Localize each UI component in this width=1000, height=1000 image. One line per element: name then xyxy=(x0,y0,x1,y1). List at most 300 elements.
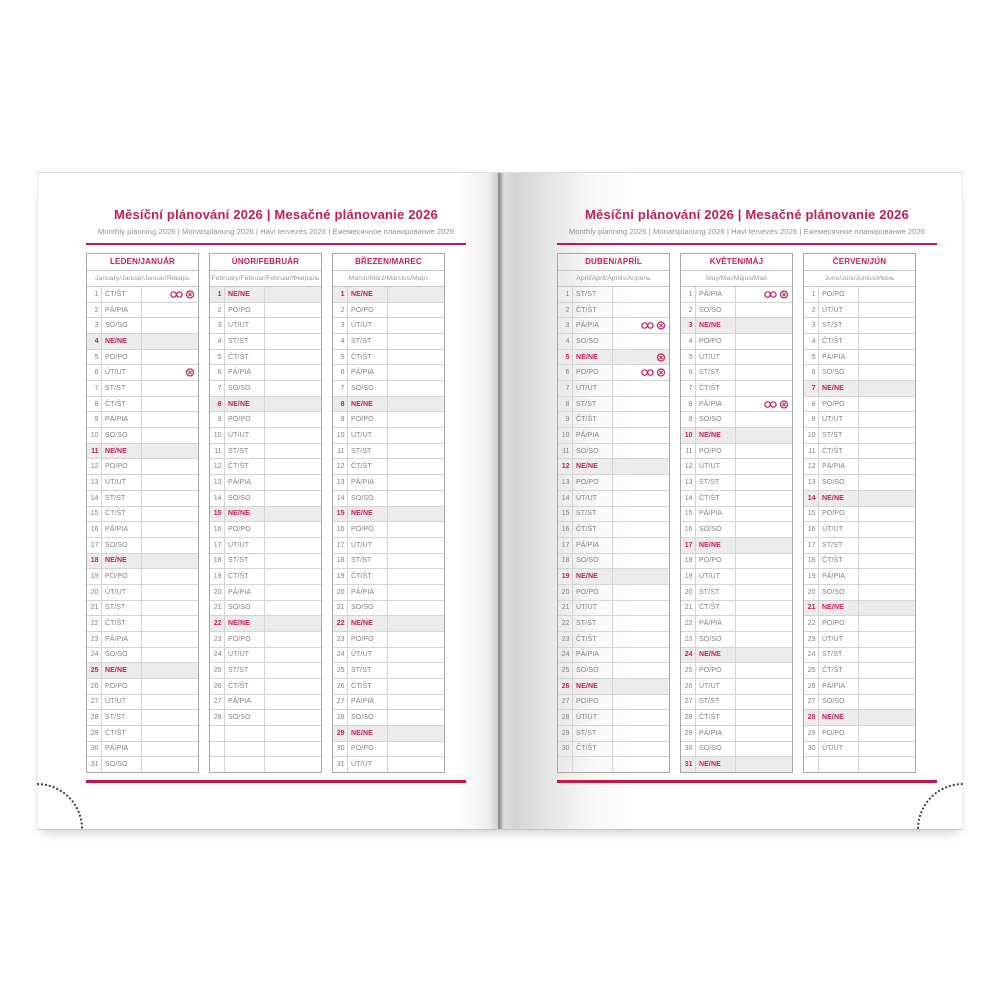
day-row xyxy=(210,695,321,711)
weekday-label: NE/NE xyxy=(348,726,388,741)
notes-cell xyxy=(265,585,321,600)
notes-cell xyxy=(736,632,792,647)
day-number: 26 xyxy=(333,679,348,694)
day-number: 28 xyxy=(804,710,819,725)
notes-cell xyxy=(736,381,792,396)
day-number: 11 xyxy=(681,444,696,459)
notes-cell xyxy=(613,632,669,647)
day-number: 30 xyxy=(333,742,348,757)
weekday-label xyxy=(225,757,265,772)
day-number: 4 xyxy=(333,334,348,349)
month-name-languages: January/Januar/Január/Январь xyxy=(87,271,198,287)
day-number: 28 xyxy=(558,710,573,725)
day-number: 23 xyxy=(558,632,573,647)
day-number: 1 xyxy=(681,287,696,302)
day-row-sunday xyxy=(558,569,669,585)
weekday-label: PO/PO xyxy=(348,632,388,647)
weekday-label: SO/SO xyxy=(819,695,859,710)
month-column-duben xyxy=(557,253,670,773)
weekday-label: SO/SO xyxy=(573,334,613,349)
day-number: 24 xyxy=(333,648,348,663)
day-row xyxy=(681,679,792,695)
day-number: 8 xyxy=(333,397,348,412)
notes-cell xyxy=(388,710,444,725)
day-row xyxy=(558,428,669,444)
day-number: 25 xyxy=(210,663,225,678)
notes-cell xyxy=(736,350,792,365)
day-number: 8 xyxy=(87,397,102,412)
notes-cell xyxy=(736,334,792,349)
day-row xyxy=(333,569,444,585)
month-column-květen xyxy=(680,253,793,773)
holiday-cz-icon xyxy=(641,368,654,377)
weekday-label: ČT/ŠT xyxy=(696,381,736,396)
day-row xyxy=(804,663,915,679)
weekday-label: NE/NE xyxy=(819,381,859,396)
day-row xyxy=(804,554,915,570)
day-row xyxy=(681,695,792,711)
notes-cell xyxy=(613,616,669,631)
day-row xyxy=(681,459,792,475)
day-number xyxy=(210,757,225,772)
weekday-label: NE/NE xyxy=(348,287,388,302)
notes-cell xyxy=(613,569,669,584)
day-row xyxy=(210,538,321,554)
spine-gutter xyxy=(498,173,500,829)
day-number: 18 xyxy=(681,554,696,569)
weekday-label: PÁ/PIA xyxy=(573,428,613,443)
day-row-sunday xyxy=(87,444,198,460)
day-row xyxy=(87,585,198,601)
weekday-label xyxy=(225,742,265,757)
notes-cell xyxy=(613,381,669,396)
weekday-label: PÁ/PIA xyxy=(102,632,142,647)
page-subtitle: Monthly planning 2026 | Monatsplanung 2026 | Havi tervezés 2026 | Ежемесячное планирование 2026 xyxy=(97,226,454,236)
empty-day-row xyxy=(804,757,915,772)
day-row-sunday xyxy=(558,350,669,366)
day-number: 25 xyxy=(87,663,102,678)
notes-cell xyxy=(142,742,198,757)
day-number: 24 xyxy=(558,648,573,663)
notes-cell xyxy=(265,507,321,522)
day-row xyxy=(333,585,444,601)
day-number: 6 xyxy=(333,365,348,380)
notes-cell xyxy=(859,757,915,772)
day-row xyxy=(558,381,669,397)
day-row xyxy=(681,397,792,413)
holiday-cz-icon xyxy=(764,290,777,299)
day-row-sunday xyxy=(87,554,198,570)
day-number: 7 xyxy=(558,381,573,396)
notes-cell xyxy=(859,428,915,443)
day-number: 27 xyxy=(558,695,573,710)
day-number: 27 xyxy=(804,695,819,710)
day-row-sunday xyxy=(333,726,444,742)
weekday-label: ČT/ŠT xyxy=(573,522,613,537)
weekday-label: PÁ/PIA xyxy=(102,742,142,757)
day-number: 11 xyxy=(558,444,573,459)
weekday-label: ST/ST xyxy=(696,365,736,380)
weekday-label: ST/ST xyxy=(225,444,265,459)
notes-cell xyxy=(388,491,444,506)
weekday-label: ST/ST xyxy=(573,726,613,741)
notes-cell xyxy=(736,459,792,474)
day-row xyxy=(804,365,915,381)
notes-cell xyxy=(265,412,321,427)
notes-cell xyxy=(265,616,321,631)
notes-cell xyxy=(613,365,669,380)
notes-cell xyxy=(859,287,915,302)
day-row xyxy=(87,287,198,303)
day-row-sunday xyxy=(681,318,792,334)
weekday-label: PO/PO xyxy=(348,303,388,318)
day-number: 2 xyxy=(681,303,696,318)
day-number: 18 xyxy=(210,554,225,569)
notes-cell xyxy=(142,334,198,349)
day-number: 22 xyxy=(210,616,225,631)
day-row xyxy=(558,601,669,617)
day-number: 27 xyxy=(87,695,102,710)
weekday-label: ČT/ŠT xyxy=(225,569,265,584)
notes-cell xyxy=(265,695,321,710)
notes-cell xyxy=(388,585,444,600)
notes-cell xyxy=(736,318,792,333)
day-number: 31 xyxy=(333,757,348,772)
day-row xyxy=(333,459,444,475)
day-number: 11 xyxy=(804,444,819,459)
day-number: 9 xyxy=(804,412,819,427)
day-row xyxy=(681,491,792,507)
month-column-červen xyxy=(803,253,916,773)
day-row-sunday xyxy=(87,334,198,350)
weekday-label: PÁ/PIA xyxy=(819,679,859,694)
day-number: 9 xyxy=(333,412,348,427)
notes-cell xyxy=(388,428,444,443)
day-row xyxy=(681,585,792,601)
day-row xyxy=(804,318,915,334)
day-number: 15 xyxy=(210,507,225,522)
holiday-sk-icon xyxy=(656,321,666,330)
weekday-label: ÚT/UT xyxy=(696,350,736,365)
day-row xyxy=(87,412,198,428)
day-number: 16 xyxy=(210,522,225,537)
day-number: 5 xyxy=(804,350,819,365)
day-row-sunday xyxy=(210,616,321,632)
day-row xyxy=(804,726,915,742)
weekday-label: ÚT/UT xyxy=(819,303,859,318)
diary-open-spread xyxy=(37,172,963,830)
notes-cell xyxy=(859,710,915,725)
day-number: 27 xyxy=(333,695,348,710)
day-row xyxy=(210,554,321,570)
weekday-label: ÚT/UT xyxy=(819,522,859,537)
notes-cell xyxy=(142,507,198,522)
page-right xyxy=(500,173,963,829)
notes-cell xyxy=(859,412,915,427)
day-row xyxy=(210,585,321,601)
day-row xyxy=(333,350,444,366)
day-row xyxy=(804,679,915,695)
day-number: 31 xyxy=(87,757,102,772)
weekday-label xyxy=(573,757,613,772)
day-number: 16 xyxy=(681,522,696,537)
notes-cell xyxy=(265,742,321,757)
notes-cell xyxy=(142,522,198,537)
day-number: 13 xyxy=(210,475,225,490)
notes-cell xyxy=(859,303,915,318)
day-row xyxy=(87,350,198,366)
day-number: 17 xyxy=(804,538,819,553)
day-row xyxy=(558,726,669,742)
day-number: 17 xyxy=(87,538,102,553)
top-rule xyxy=(557,243,937,246)
day-number: 13 xyxy=(87,475,102,490)
weekday-label: PÁ/PIA xyxy=(696,397,736,412)
weekday-label: SO/SO xyxy=(696,632,736,647)
day-number: 20 xyxy=(804,585,819,600)
day-number: 30 xyxy=(558,742,573,757)
weekday-label: ÚT/UT xyxy=(348,318,388,333)
day-row xyxy=(558,491,669,507)
weekday-label: SO/SO xyxy=(225,491,265,506)
weekday-label: ČT/ŠT xyxy=(573,412,613,427)
day-row xyxy=(558,397,669,413)
day-number: 14 xyxy=(210,491,225,506)
day-row xyxy=(681,334,792,350)
notes-cell xyxy=(388,381,444,396)
weekday-label: ČT/ŠT xyxy=(696,601,736,616)
day-number: 21 xyxy=(558,601,573,616)
day-row xyxy=(681,742,792,758)
notes-cell xyxy=(859,663,915,678)
notes-cell xyxy=(613,695,669,710)
day-row xyxy=(681,350,792,366)
weekday-label: PÁ/PIA xyxy=(225,585,265,600)
weekday-label: PO/PO xyxy=(225,522,265,537)
notes-cell xyxy=(388,350,444,365)
notes-cell xyxy=(859,616,915,631)
notes-cell xyxy=(736,303,792,318)
weekday-label: SO/SO xyxy=(225,710,265,725)
weekday-label: NE/NE xyxy=(348,397,388,412)
day-row-sunday xyxy=(210,287,321,303)
day-number: 10 xyxy=(87,428,102,443)
day-row xyxy=(333,648,444,664)
month-name: ÚNOR/FEBRUÁR xyxy=(210,254,321,271)
notes-cell xyxy=(142,538,198,553)
day-number: 19 xyxy=(681,569,696,584)
notes-cell xyxy=(142,350,198,365)
notes-cell xyxy=(388,522,444,537)
weekday-label: SO/SO xyxy=(573,444,613,459)
day-number: 18 xyxy=(804,554,819,569)
notes-cell xyxy=(142,726,198,741)
day-number: 9 xyxy=(681,412,696,427)
day-row xyxy=(210,679,321,695)
weekday-label: SO/SO xyxy=(819,475,859,490)
day-row xyxy=(87,569,198,585)
day-number: 16 xyxy=(804,522,819,537)
day-number: 28 xyxy=(333,710,348,725)
notes-cell xyxy=(613,303,669,318)
day-number: 25 xyxy=(681,663,696,678)
day-row xyxy=(681,569,792,585)
weekday-label: ÚT/UT xyxy=(348,757,388,772)
day-number: 19 xyxy=(804,569,819,584)
holiday-cz-icon xyxy=(641,321,654,330)
page-title: Měsíční plánování 2026 | Mesačné plánovanie 2026 xyxy=(585,207,909,222)
notes-cell xyxy=(859,334,915,349)
day-row xyxy=(804,507,915,523)
day-number: 26 xyxy=(558,679,573,694)
notes-cell xyxy=(142,397,198,412)
day-row xyxy=(681,412,792,428)
day-number: 1 xyxy=(87,287,102,302)
notes-cell xyxy=(265,459,321,474)
day-number: 27 xyxy=(681,695,696,710)
day-number: 13 xyxy=(804,475,819,490)
weekday-label: NE/NE xyxy=(696,648,736,663)
notes-cell xyxy=(142,444,198,459)
weekday-label: ÚT/UT xyxy=(819,412,859,427)
day-row xyxy=(87,616,198,632)
day-rows xyxy=(804,287,915,772)
day-number: 26 xyxy=(87,679,102,694)
notes-cell xyxy=(736,663,792,678)
day-row xyxy=(558,695,669,711)
notes-cell xyxy=(388,318,444,333)
day-number: 2 xyxy=(333,303,348,318)
notes-cell xyxy=(736,648,792,663)
day-row-sunday xyxy=(804,601,915,617)
notes-cell xyxy=(736,601,792,616)
day-number: 1 xyxy=(804,287,819,302)
day-number: 23 xyxy=(681,632,696,647)
day-row xyxy=(210,601,321,617)
notes-cell xyxy=(142,287,198,302)
day-number xyxy=(210,726,225,741)
weekday-label: NE/NE xyxy=(573,569,613,584)
day-row xyxy=(87,679,198,695)
day-row xyxy=(210,632,321,648)
day-row-sunday xyxy=(681,538,792,554)
day-number: 8 xyxy=(804,397,819,412)
day-row-sunday xyxy=(87,663,198,679)
day-number: 24 xyxy=(804,648,819,663)
day-rows xyxy=(681,287,792,772)
notes-cell xyxy=(613,742,669,757)
day-row xyxy=(87,507,198,523)
day-number: 12 xyxy=(558,459,573,474)
day-row xyxy=(804,459,915,475)
weekday-label: NE/NE xyxy=(225,616,265,631)
weekday-label: NE/NE xyxy=(696,538,736,553)
day-row xyxy=(333,412,444,428)
day-row-sunday xyxy=(681,648,792,664)
notes-cell xyxy=(388,459,444,474)
notes-cell xyxy=(613,585,669,600)
weekday-label: ÚT/UT xyxy=(696,569,736,584)
day-row xyxy=(681,507,792,523)
notes-cell xyxy=(265,318,321,333)
day-row xyxy=(681,444,792,460)
notes-cell xyxy=(859,585,915,600)
day-number: 25 xyxy=(558,663,573,678)
day-row xyxy=(558,710,669,726)
notes-cell xyxy=(265,444,321,459)
day-number: 24 xyxy=(87,648,102,663)
day-number: 5 xyxy=(333,350,348,365)
day-row xyxy=(558,538,669,554)
notes-cell xyxy=(859,522,915,537)
day-row xyxy=(210,569,321,585)
weekday-label: PÁ/PIA xyxy=(348,365,388,380)
holiday-sk-icon xyxy=(779,400,789,409)
weekday-label: NE/NE xyxy=(102,334,142,349)
day-number: 28 xyxy=(210,710,225,725)
notes-cell xyxy=(613,350,669,365)
weekday-label: ÚT/UT xyxy=(573,381,613,396)
weekday-label: ČT/ŠT xyxy=(225,679,265,694)
notes-cell xyxy=(736,695,792,710)
day-number: 6 xyxy=(681,365,696,380)
weekday-label: PO/PO xyxy=(573,585,613,600)
weekday-label: ÚT/UT xyxy=(348,428,388,443)
day-row xyxy=(804,538,915,554)
day-number: 29 xyxy=(333,726,348,741)
weekday-label: ČT/ŠT xyxy=(819,444,859,459)
day-row xyxy=(87,365,198,381)
weekday-label: PO/PO xyxy=(102,679,142,694)
notes-cell xyxy=(736,679,792,694)
weekday-label: NE/NE xyxy=(819,491,859,506)
notes-cell xyxy=(388,742,444,757)
day-number: 10 xyxy=(804,428,819,443)
weekday-label: ÚT/UT xyxy=(696,679,736,694)
notes-cell xyxy=(388,287,444,302)
day-number: 5 xyxy=(558,350,573,365)
day-number: 19 xyxy=(87,569,102,584)
day-number: 18 xyxy=(87,554,102,569)
notes-cell xyxy=(265,428,321,443)
day-row xyxy=(210,663,321,679)
notes-cell xyxy=(859,397,915,412)
weekday-label: ČT/ŠT xyxy=(225,350,265,365)
notes-cell xyxy=(142,616,198,631)
day-row xyxy=(210,381,321,397)
weekday-label: PÁ/PIA xyxy=(696,616,736,631)
bottom-rule xyxy=(86,780,466,783)
weekday-label: PO/PO xyxy=(225,632,265,647)
day-number: 20 xyxy=(210,585,225,600)
notes-cell xyxy=(613,648,669,663)
notes-cell xyxy=(859,726,915,741)
weekday-label: NE/NE xyxy=(102,663,142,678)
notes-cell xyxy=(736,742,792,757)
day-row xyxy=(558,616,669,632)
day-number: 12 xyxy=(333,459,348,474)
weekday-label: ÚT/UT xyxy=(102,475,142,490)
notes-cell xyxy=(613,412,669,427)
day-row xyxy=(333,695,444,711)
day-row xyxy=(333,742,444,758)
day-number: 12 xyxy=(681,459,696,474)
notes-cell xyxy=(613,522,669,537)
day-number: 10 xyxy=(558,428,573,443)
day-row xyxy=(681,663,792,679)
day-row xyxy=(210,522,321,538)
holiday-sk-icon xyxy=(779,290,789,299)
